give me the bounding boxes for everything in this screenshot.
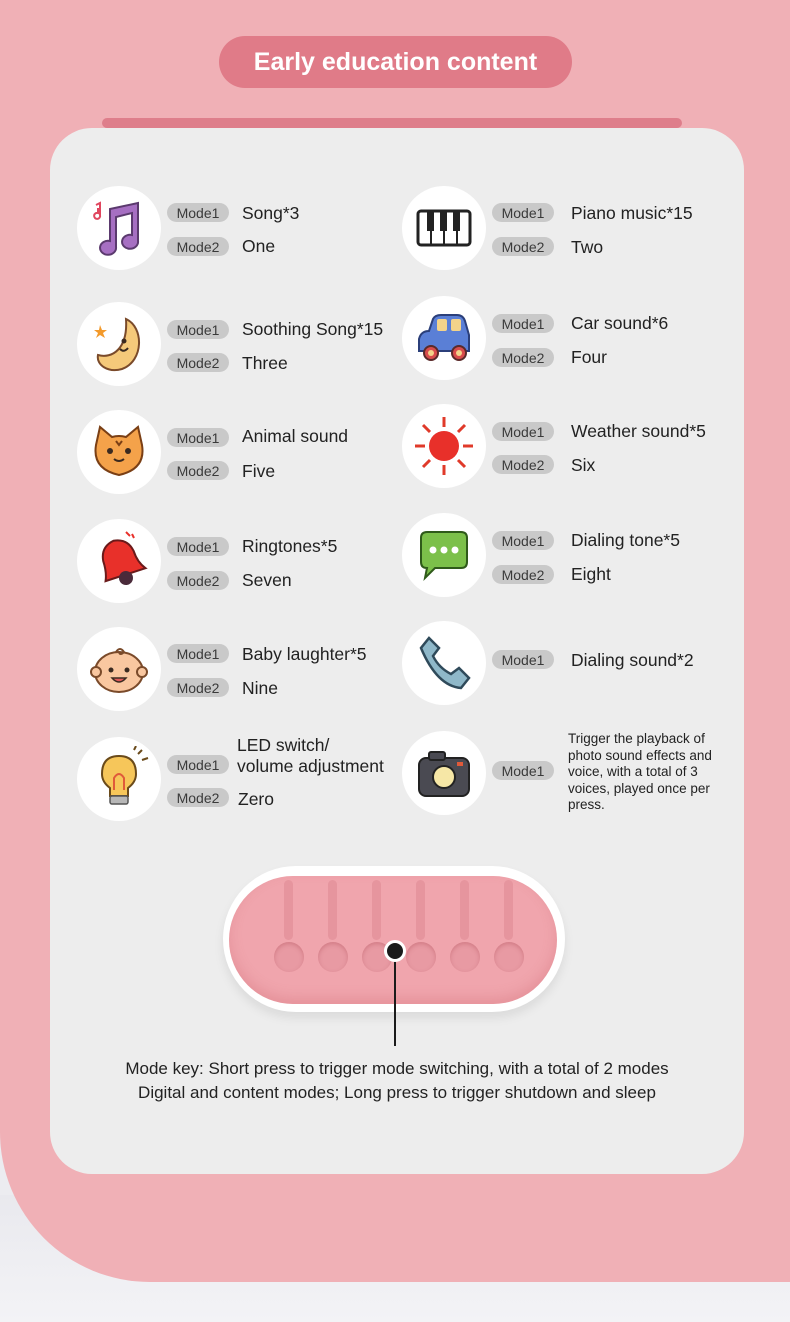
mode1-badge: Mode1 [167, 428, 229, 447]
mode1-badge: Mode1 [492, 761, 554, 780]
divider-bar [102, 118, 682, 128]
mode2-badge: Mode2 [492, 237, 554, 256]
mode1-label: Weather sound*5 [571, 421, 706, 441]
mode1-label: Dialing tone*5 [571, 530, 680, 550]
baby-face-icon [77, 627, 161, 711]
mode2-label: Eight [571, 564, 611, 584]
mode1-label: Car sound*6 [571, 313, 669, 333]
chat-bubble-icon [402, 513, 486, 597]
mode2-label: Nine [242, 678, 278, 698]
moon-icon [77, 302, 161, 386]
phone-handset-icon [402, 621, 486, 705]
bell-icon [77, 519, 161, 603]
mode1-description: Trigger the playback of photo sound effects and voice, with a total of 3 voices, played once per press. [568, 731, 712, 812]
mode2-label: Six [571, 455, 596, 475]
music-note-icon [77, 186, 161, 270]
mode1-badge: Mode1 [492, 531, 554, 550]
mode2-label: Five [242, 461, 276, 481]
mode1-label: Song*3 [242, 203, 300, 223]
mode-key-note-line1: Mode key: Short press to trigger mode switching, with a total of 2 modes [125, 1059, 669, 1078]
mode1-label: Baby laughter*5 [242, 644, 367, 664]
mode1-badge: Mode1 [167, 644, 229, 663]
mode-key-note-line2: Digital and content modes; Long press to trigger shutdown and sleep [138, 1083, 656, 1102]
mode2-label: Two [571, 237, 604, 257]
mode1-label: Animal sound [242, 426, 349, 446]
mode2-badge: Mode2 [492, 348, 554, 367]
mode2-label: Zero [238, 789, 274, 809]
mode2-label: Seven [242, 570, 292, 590]
mode1-badge: Mode1 [167, 537, 229, 556]
light-bulb-icon [77, 737, 161, 821]
mode1-badge: Mode1 [492, 422, 554, 441]
cat-face-icon [77, 410, 161, 494]
mode1-label: Soothing Song*15 [242, 319, 384, 339]
mode1-label: Piano music*15 [571, 203, 693, 223]
mode2-badge: Mode2 [167, 788, 229, 807]
mode1-badge: Mode1 [167, 203, 229, 222]
car-icon [402, 296, 486, 380]
piano-keys-icon [402, 186, 486, 270]
mode1-badge: Mode1 [492, 314, 554, 333]
mode1-badge: Mode1 [167, 755, 229, 774]
mode2-label: Four [571, 347, 607, 367]
pointer-line [394, 960, 396, 1046]
mode2-badge: Mode2 [167, 237, 229, 256]
mode1-badge: Mode1 [492, 650, 554, 669]
mode2-badge: Mode2 [167, 461, 229, 480]
mode1-badge: Mode1 [492, 203, 554, 222]
mode2-label: One [242, 236, 276, 256]
mode2-badge: Mode2 [167, 353, 229, 372]
mode-key-pointer [384, 940, 406, 962]
mode2-badge: Mode2 [167, 571, 229, 590]
mode2-label: Three [242, 353, 288, 373]
mode1-label: LED switch/ volume adjustment [237, 735, 384, 776]
mode2-badge: Mode2 [492, 565, 554, 584]
mode1-label: Ringtones*5 [242, 536, 338, 556]
mode2-badge: Mode2 [492, 455, 554, 474]
sun-icon [402, 404, 486, 488]
mode2-badge: Mode2 [167, 678, 229, 697]
page-title: Early education content [219, 36, 572, 88]
camera-icon [402, 731, 486, 815]
mode1-label: Dialing sound*2 [571, 650, 694, 670]
mode1-badge: Mode1 [167, 320, 229, 339]
